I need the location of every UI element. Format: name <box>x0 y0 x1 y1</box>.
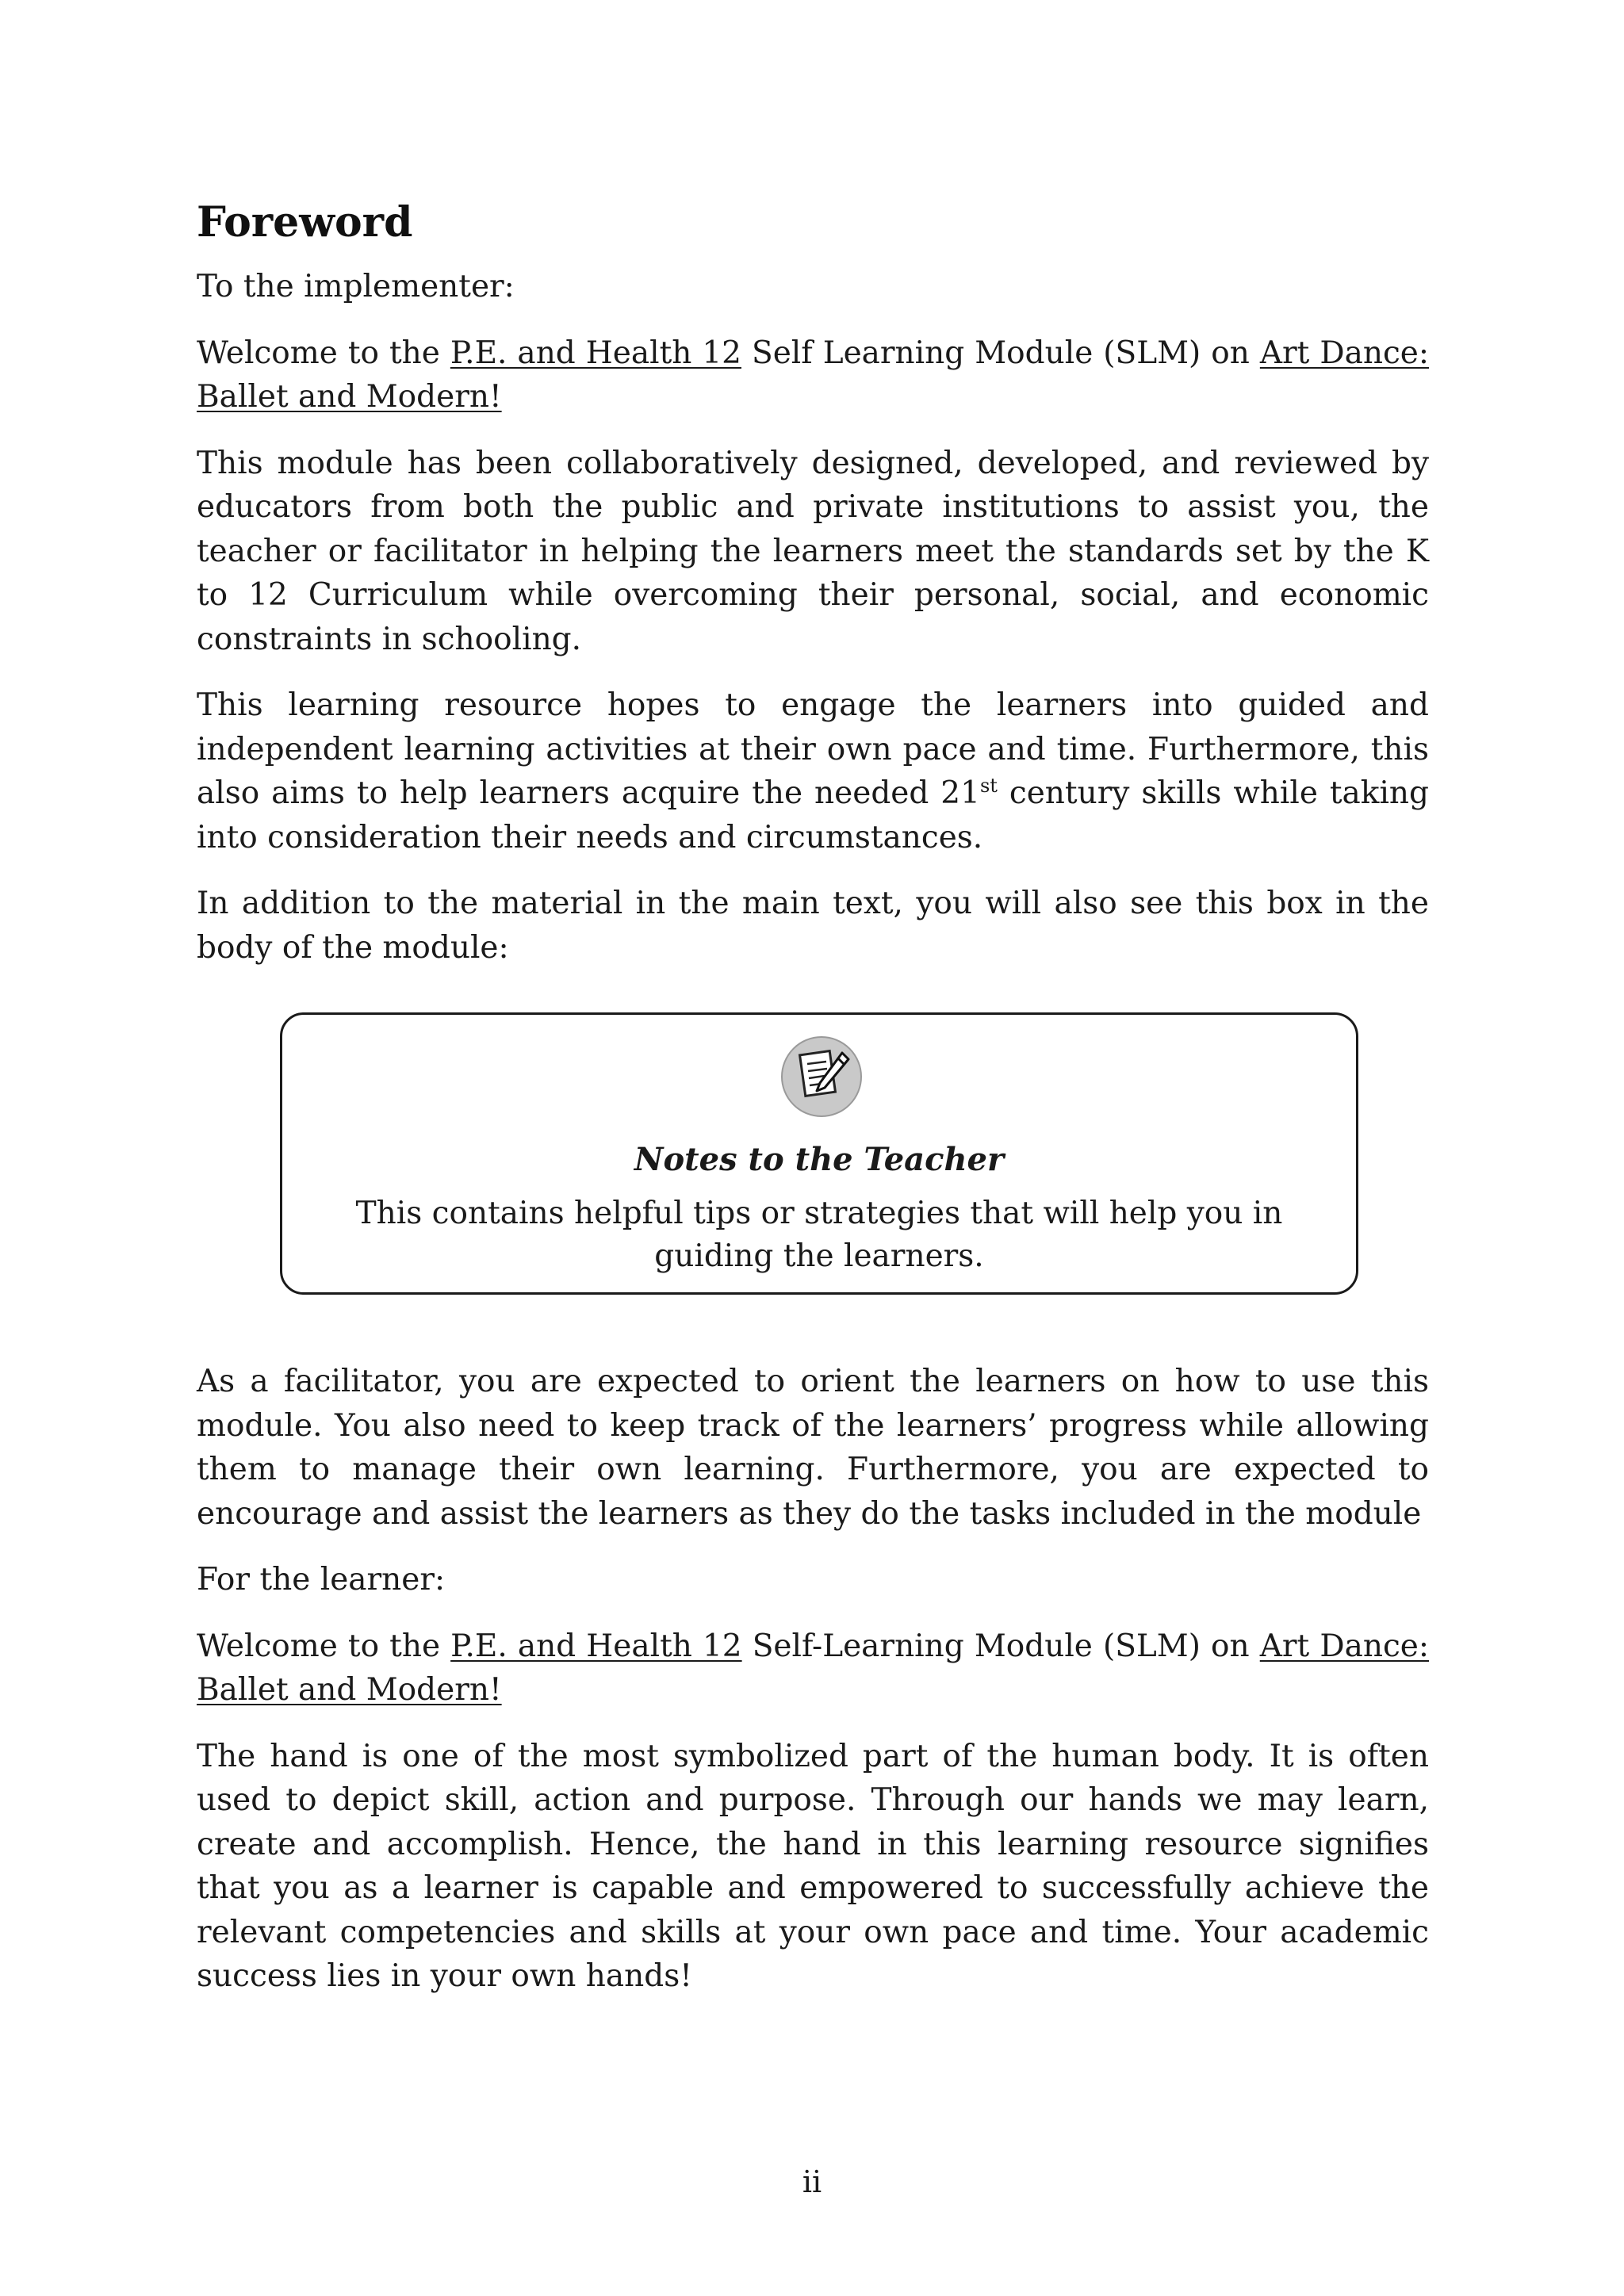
page-number: ii <box>802 2164 822 2199</box>
notepad-pencil-icon <box>780 1035 863 1118</box>
topic-link: Art Dance: Ballet and Modern! <box>197 335 1430 415</box>
welcome-prefix: Welcome to the <box>197 335 450 371</box>
learner-welcome-mid: Self-Learning Module (SLM) on <box>741 1628 1260 1664</box>
note-box-text: This contains helpful tips or strategies that will help you in guiding the learners. <box>355 1196 1283 1274</box>
subject-link: P.E. and Health 12 <box>450 335 741 371</box>
learner-paragraph-1: The hand is one of the most symbolized part of the human body. It is often used to depict skill, action and purpose. Through our hands we may learn, create and accomplish. Hence, the hand in this learning resource signifies that you as a learner is capable and empowered to successfully achieve the relevant competencies and skills at your own pace and time. Your academic success lies in your own hands! <box>197 1738 1429 1994</box>
facilitator-paragraph: As a facilitator, you are expected to orient the learners on how to use this module. You also need to keep track of the learners’ progress while allowing them to manage their own learning. Furthermore, you are expected to encourage and assist the learners as they do the tasks included in the module <box>197 1364 1429 1532</box>
implementer-paragraph-2 <box>197 683 1429 859</box>
learner-welcome-prefix: Welcome to the <box>197 1628 451 1664</box>
foreword-lower-section <box>197 1360 1429 1999</box>
page-title: Foreword <box>197 198 413 247</box>
para2-superscript: st <box>979 775 998 797</box>
learner-label: For the learner: <box>197 1562 446 1598</box>
notes-to-teacher-box <box>280 1012 1358 1295</box>
learner-topic-link: Art Dance: Ballet and Modern! <box>197 1628 1430 1708</box>
welcome-mid: Self Learning Module (SLM) on <box>741 335 1260 371</box>
learner-welcome <box>197 1624 1429 1712</box>
foreword-upper-section <box>197 197 1429 970</box>
implementer-paragraph-3: In addition to the material in the main text, you will also see this box in the body of the module: <box>197 886 1429 966</box>
note-box-title: Notes to the Teacher <box>634 1141 1005 1178</box>
implementer-paragraph-1: This module has been collaboratively designed, developed, and reviewed by educators from both the public and private institutions to assist you, the teacher or facilitator in helping the learners meet the standards set by the K to 12 Curriculum while overcoming their personal, social, and economic constraints in schooling. <box>197 445 1429 657</box>
implementer-label: To the implementer: <box>197 269 515 304</box>
para2-text-b: century skills while taking into consideration their needs and circumstances. <box>197 775 1429 855</box>
implementer-welcome <box>197 331 1429 419</box>
learner-subject-link: P.E. and Health 12 <box>450 1628 742 1664</box>
para2-text-a: This learning resource hopes to engage the learners into guided and independent learning activities at their own pace and time. Furthermore, this also aims to help learners acquire the needed 21 <box>197 687 1429 811</box>
